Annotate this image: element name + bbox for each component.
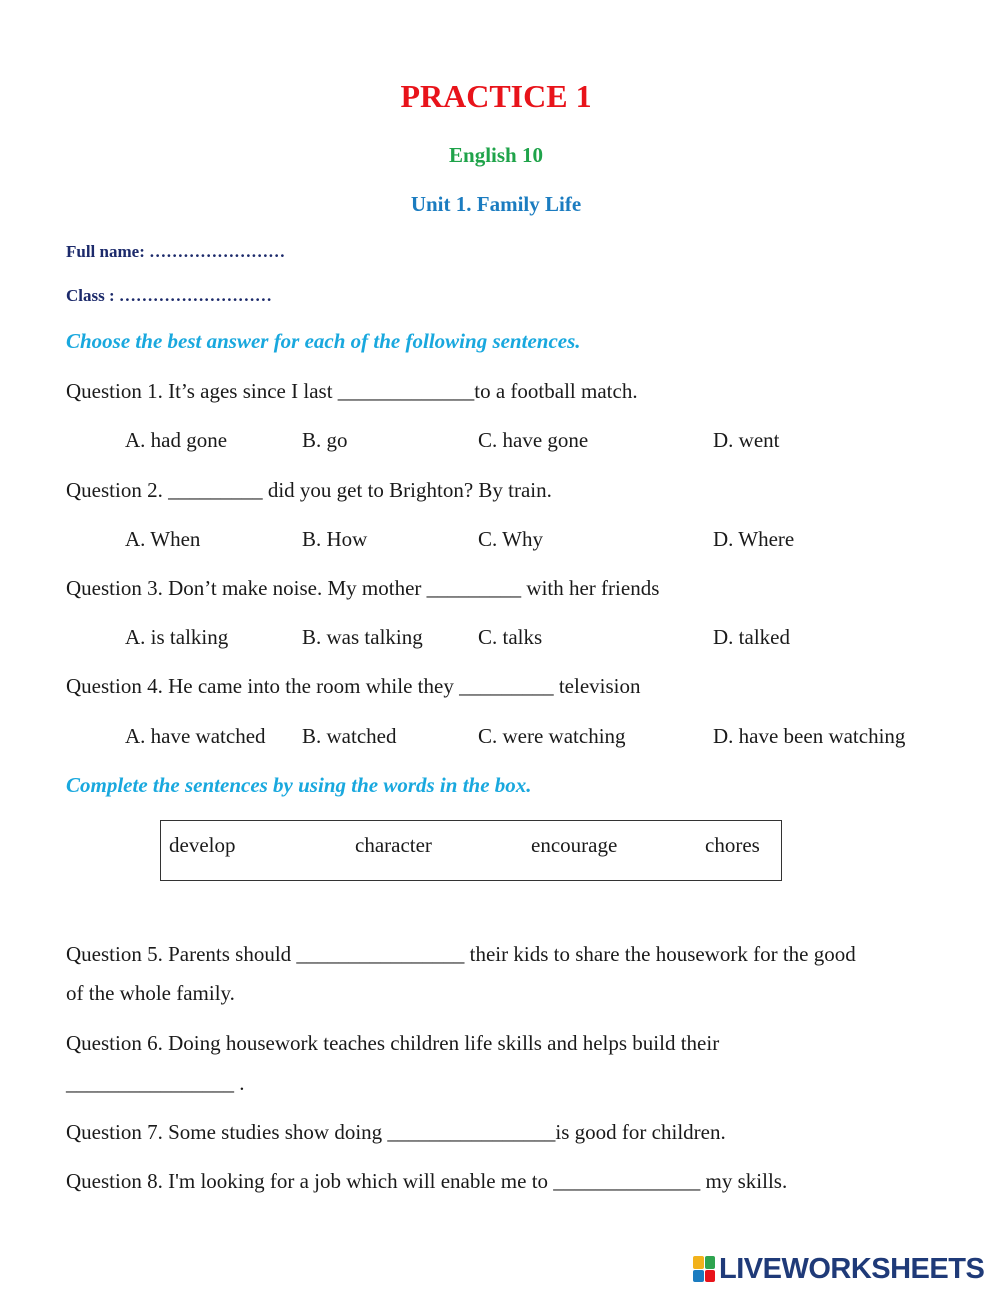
question-4-option-b[interactable]: B. watched [302, 724, 397, 748]
question-3-option-d[interactable]: D. talked [713, 625, 790, 649]
question-5-text-cont: of the whole family. [66, 981, 235, 1005]
word-box-item[interactable]: encourage [531, 833, 618, 857]
word-box-item[interactable]: character [355, 833, 432, 857]
question-2-option-a[interactable]: A. When [125, 527, 201, 551]
class-field[interactable]: Class : ……………………… [66, 286, 272, 305]
liveworksheets-logo [693, 1254, 984, 1284]
question-2-text: Question 2. _________ did you get to Brighton? By train. [66, 478, 552, 502]
brand-name: LIVEWORKSHEETS [719, 1252, 985, 1285]
question-1-option-c[interactable]: C. have gone [478, 428, 589, 452]
question-3-option-c[interactable]: C. talks [478, 625, 543, 649]
question-4-option-a[interactable]: A. have watched [125, 724, 266, 748]
question-6-blank[interactable]: ________________ . [66, 1071, 245, 1095]
subject-heading: English 10 [449, 143, 543, 167]
question-3-option-b[interactable]: B. was talking [302, 625, 423, 649]
question-6-text: Question 6. Doing housework teaches children life skills and helps build their [66, 1031, 720, 1055]
question-3-option-a[interactable]: A. is talking [125, 625, 229, 649]
question-4-option-d[interactable]: D. have been watching [713, 724, 906, 748]
word-box-item[interactable]: develop [169, 833, 236, 857]
question-5-text: Question 5. Parents should ________________ their kids to share the housework for the good [66, 942, 856, 966]
word-box-item[interactable]: chores [705, 833, 760, 857]
question-4-text: Question 4. He came into the room while they _________ television [66, 674, 641, 698]
question-3-text: Question 3. Don’t make noise. My mother _________ with her friends [66, 576, 660, 600]
question-1-option-a[interactable]: A. had gone [125, 428, 228, 452]
question-8-text: Question 8. I'm looking for a job which will enable me to ______________ my skills. [66, 1169, 788, 1193]
liveworksheets-logo-icon [693, 1256, 715, 1282]
word-box [160, 820, 782, 881]
section1-instruction: Choose the best answer for each of the following sentences. [66, 329, 581, 353]
question-4-option-c[interactable]: C. were watching [478, 724, 626, 748]
question-2-option-b[interactable]: B. How [302, 527, 368, 551]
question-7-text: Question 7. Some studies show doing ________________is good for children. [66, 1120, 726, 1144]
question-1-text: Question 1. It’s ages since I last _____________to a football match. [66, 379, 638, 403]
question-2-option-c[interactable]: C. Why [478, 527, 543, 551]
page-title: PRACTICE 1 [400, 78, 592, 114]
full-name-field[interactable]: Full name: …………………… [66, 242, 286, 261]
question-2-option-d[interactable]: D. Where [713, 527, 795, 551]
question-1-option-b[interactable]: B. go [302, 428, 348, 452]
question-1-option-d[interactable]: D. went [713, 428, 780, 452]
unit-heading: Unit 1. Family Life [410, 192, 582, 216]
section2-instruction: Complete the sentences by using the words in the box. [66, 773, 532, 797]
